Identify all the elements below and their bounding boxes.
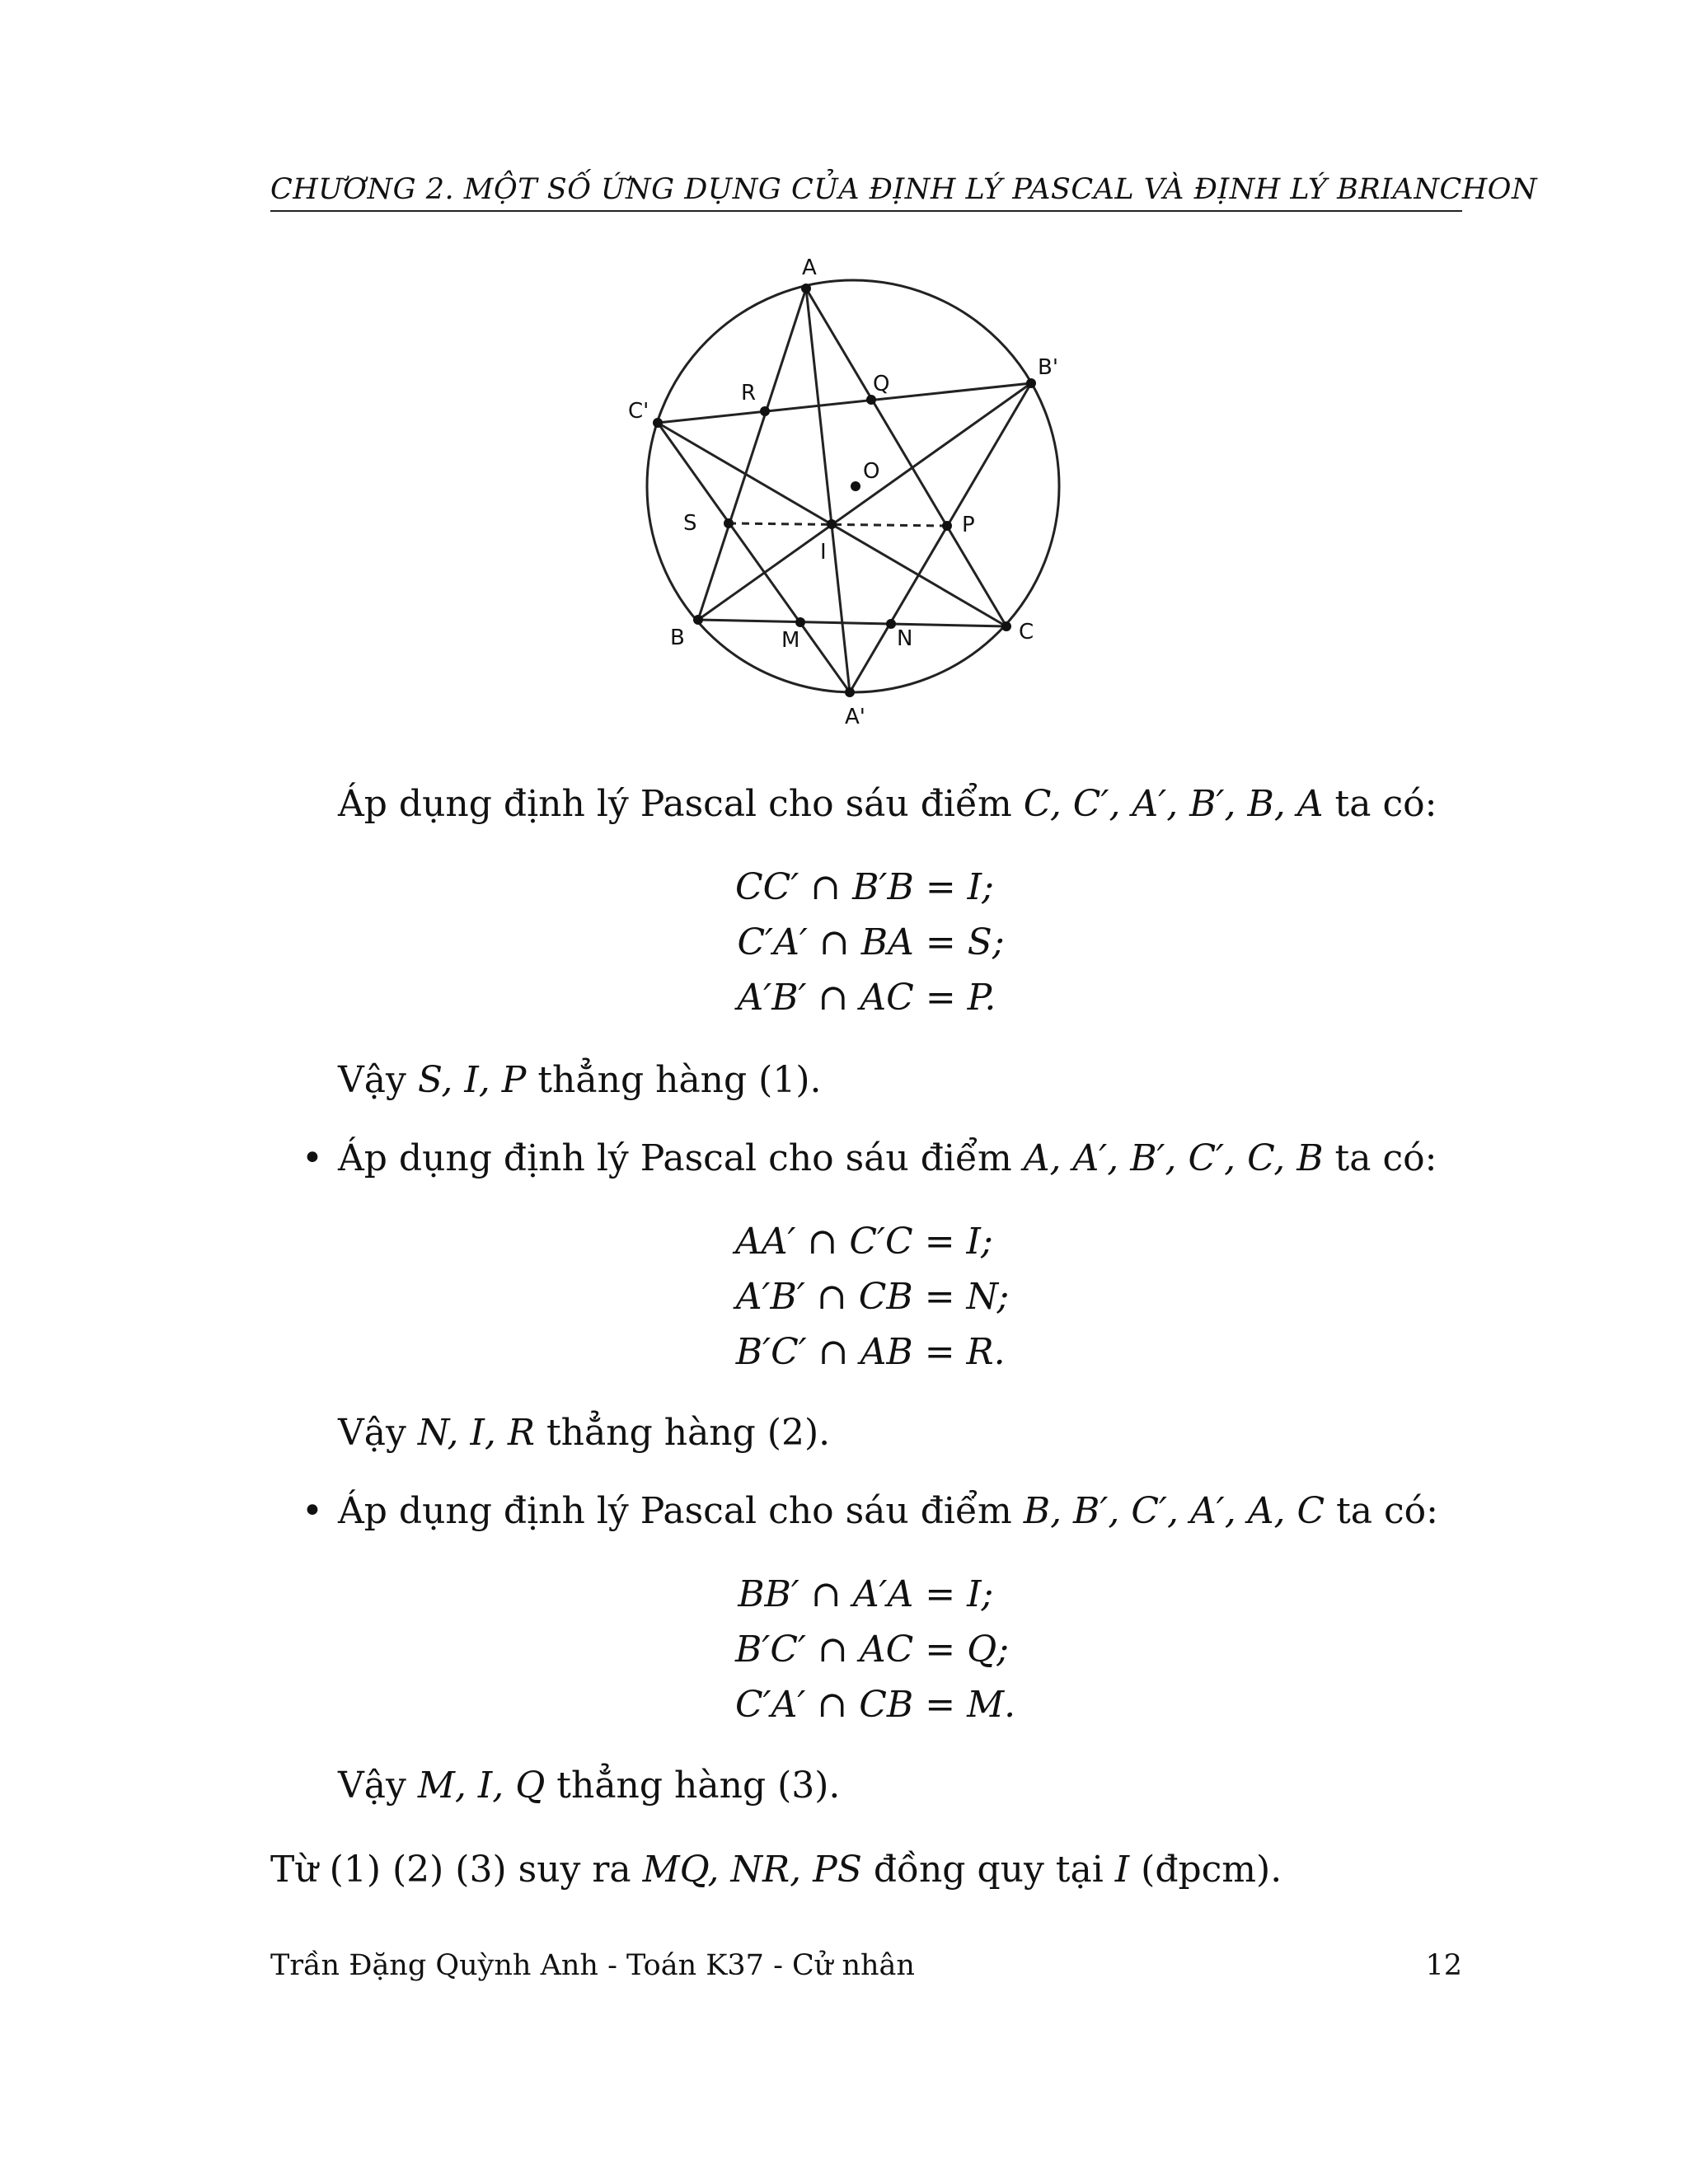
label-Q: Q <box>873 372 890 396</box>
block3-points: B, B′, C′, A′, A, C <box>1023 1490 1325 1532</box>
label-S: S <box>683 511 697 536</box>
block1-conclusion: Vậy S, I, P thẳng hàng (1). <box>338 1059 822 1101</box>
label-N: N <box>897 626 913 651</box>
bullet-marker: • <box>302 1490 323 1532</box>
equation-row: B′C′ ∩ AC = Q; <box>735 1629 1010 1671</box>
label-O: O <box>863 459 880 484</box>
geometry-figure <box>610 239 1104 758</box>
point-S <box>724 518 734 528</box>
block2-points: A, A′, B′, C′, C, B <box>1023 1137 1324 1179</box>
label-C: C <box>1019 620 1034 644</box>
block2-conclusion: Vậy N, I, R thẳng hàng (2). <box>338 1412 831 1454</box>
running-header: CHƯƠNG 2. MỘT SỐ ỨNG DỤNG CỦA ĐỊNH LÝ PASCAL VÀ ĐỊNH LÝ BRIANCHON <box>270 173 1538 206</box>
label-Bprime: B' <box>1038 355 1058 380</box>
bullet-marker: • <box>302 1137 323 1179</box>
equation-row: C′A′ ∩ CB = M. <box>735 1684 1016 1726</box>
block3-conclusion: Vậy M, I, Q thẳng hàng (3). <box>338 1765 841 1807</box>
point-I <box>827 519 837 529</box>
point-P <box>942 521 952 531</box>
label-A: A <box>802 255 817 280</box>
block3-equations <box>735 1567 1015 1732</box>
point-B <box>693 615 703 625</box>
label-I: I <box>820 540 827 565</box>
label-Aprime: A' <box>845 705 865 729</box>
line-Cprime-Bprime <box>658 383 1031 423</box>
figure-svg <box>610 239 1104 758</box>
equation-row: AA′ ∩ C′C = I; <box>735 1221 993 1263</box>
equation-row: A′B′ ∩ CB = N; <box>735 1276 1010 1318</box>
point-N <box>886 619 896 629</box>
point-A <box>801 284 811 293</box>
equation-row: C′A′ ∩ BA = S; <box>737 921 1005 963</box>
block2-intro: Áp dụng định lý Pascal cho sáu điểm A, A′, B′, C′, C, B ta có: <box>338 1137 1437 1179</box>
label-R: R <box>741 381 757 405</box>
equation-row: CC′ ∩ B′B = I; <box>735 866 994 908</box>
line-S-P-dashed <box>729 523 947 526</box>
line-A-B <box>698 288 806 620</box>
point-M <box>795 617 805 627</box>
equation-row: BB′ ∩ A′A = I; <box>738 1573 994 1615</box>
point-Aprime <box>845 687 855 697</box>
final-conclusion: Từ (1) (2) (3) suy ra MQ, NR, PS đồng quy tại I (đpcm). <box>270 1849 1282 1891</box>
label-M: M <box>781 628 800 653</box>
footer-author: Trần Đặng Quỳnh Anh - Toán K37 - Cử nhân <box>270 1949 915 1982</box>
point-Cprime <box>653 418 663 428</box>
block2-equations <box>735 1214 1009 1380</box>
label-P: P <box>962 513 975 537</box>
line-Bprime-Aprime <box>850 383 1031 692</box>
point-O <box>851 481 860 491</box>
point-Bprime <box>1026 378 1036 388</box>
equation-row: A′B′ ∩ AC = P. <box>737 977 996 1019</box>
line-B-C <box>698 620 1006 626</box>
label-Cprime: C' <box>628 399 649 424</box>
header-rule <box>270 210 1462 212</box>
label-B: B <box>670 626 685 650</box>
point-C <box>1001 621 1011 631</box>
point-R <box>760 406 770 416</box>
block1-points: C, C′, A′, B′, B, A <box>1023 783 1324 825</box>
block1-equations <box>735 860 1005 1025</box>
block1-intro: Áp dụng định lý Pascal cho sáu điểm C, C′, A′, B′, B, A ta có: <box>338 783 1437 825</box>
equation-row: B′C′ ∩ AB = R. <box>735 1331 1006 1373</box>
page-number: 12 <box>1425 1949 1462 1982</box>
block3-intro: Áp dụng định lý Pascal cho sáu điểm B, B′, C′, A′, A, C ta có: <box>338 1490 1438 1532</box>
